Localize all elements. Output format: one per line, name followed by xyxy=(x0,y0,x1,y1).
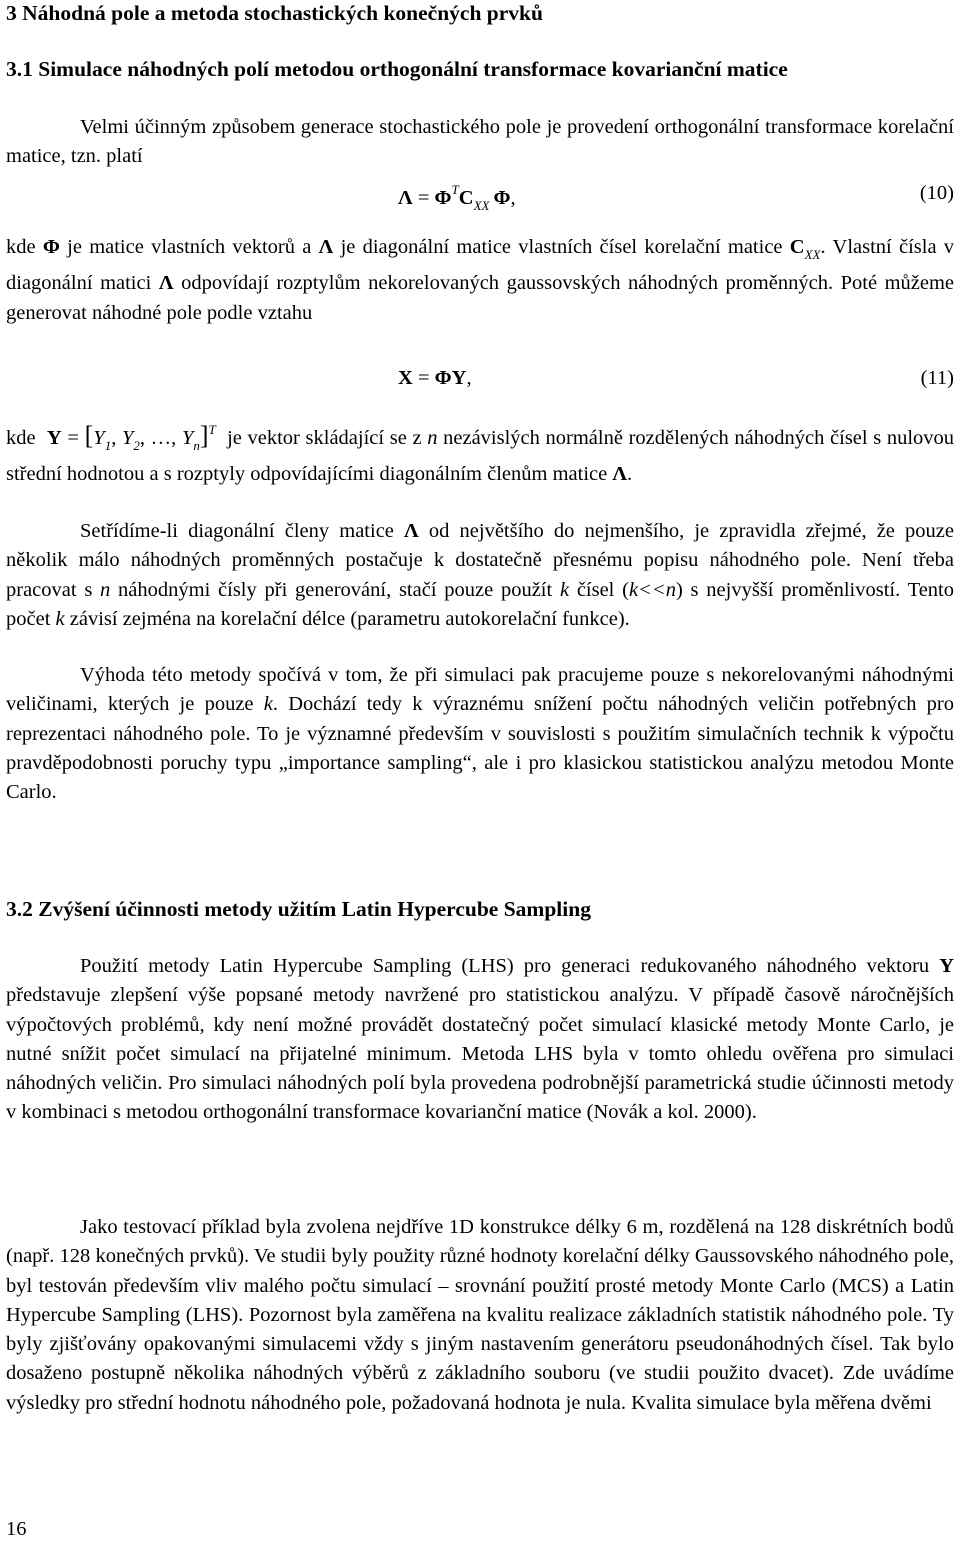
equation-11 xyxy=(0,367,960,399)
paragraph-intro: Velmi účinným způsobem generace stochastického pole je provedení orthogonální transformace korelační matice, tzn. platí xyxy=(6,116,954,168)
paragraph-sorting: Setřídíme-li diagonální členy matice Λ od největšího do nejmenšího, je zpravidla zřejmé, že pouze několik málo náhodných proměnných postačuje k dostatečně přesnému popisu náhodného pole. Není třeba pracovat s n náhodnými čísly při generování, stačí pouze použít k čísel (k<<n) s nejvyšší proměnlivostí. Tento počet k závisí zejména na korelační délce (parametru autokorelační funkce). xyxy=(6,520,954,630)
equation-10-formula: $\Lambda = \Phi^TC_{XX}$ Φ, xyxy=(398,182,516,213)
section-heading-3-2: 3.2 Zvýšení účinnosti metody užitím Latin Hypercube Sampling xyxy=(6,897,591,921)
equation-11-formula: X = ΦY, xyxy=(398,367,472,389)
paragraph-advantage: Výhoda této metody spočívá v tom, že při simulaci pak pracujeme pouze s nekorelovanými náhodnými veličinami, kterých je pouze k. Dochází tedy k výraznému snížení počtu náhodných veličin potřebných pro reprezentaci náhodného pole. To je významné především v souvislosti s použitím simulačních technik k výpočtu pravděpodobnosti poruchy typu „importance sampling“, ale i pro klasickou statistickou analýzu metodou Monte Carlo. xyxy=(6,664,954,804)
equation-10 xyxy=(0,182,960,214)
paragraph-vector: kde $Y = [Y_1$, $Y_2$, …, $Y_n]^T$ je vektor skládající se z n nezávislých normálně rozdělených náhodných čísel s nulovou střední hodnotou a s rozptyly odpovídajícími diagonálním členům matice Λ. xyxy=(6,421,955,486)
equation-11-number: (11) xyxy=(920,367,954,389)
page-number: 16 xyxy=(6,1518,27,1540)
paragraph-eigen: kde Φ je matice vlastních vektorů a Λ je diagonální matice vlastních čísel korelační matice $C_{XX}$. Vlastní čísla v diagonální matici Λ odpovídají rozptylům nekorelovaných gaussovských náhodných proměnných. Poté můžeme generovat náhodné pole podle vztahu xyxy=(6,236,955,324)
section-heading-3-1: 3.1 Simulace náhodných polí metodou orthogonální transformace kovarianční matice xyxy=(6,57,788,81)
paragraph-test-example: Jako testovací příklad byla zvolena nejdříve 1D konstrukce délky 6 m, rozdělená na 128 diskrétních bodů (např. 128 konečných prvků). Ve studii byly použity různé hodnoty korelační délky Gaussovského náhodného pole, byl testován především vliv malého počtu simulací – srovnání použití prosté metody Monte Carlo (MCS) a Latin Hypercube Sampling (LHS). Pozornost byla zaměřena na kvalitu realizace základních statistik náhodného pole. Ty byly zjišťovány opakovanými simulacemi vždy s jiným nastavením generátoru pseudonáhodných čísel. Tak bylo dosaženo postupně několika náhodných výběrů z základního souboru (ve studii použito dvacet). Zde uvádíme výsledky pro střední hodnotu náhodného pole, požadovaná hodnota je nula. Kvalita simulace byla měřena dvěmi xyxy=(6,1216,954,1414)
chapter-heading: 3 Náhodná pole a metoda stochastických konečných prvků xyxy=(6,1,543,25)
paragraph-lhs: Použití metody Latin Hypercube Sampling (LHS) pro generaci redukovaného náhodného vektoru Y představuje zlepšení výše popsané metody navržené pro statistickou analýzu. V případě časově náročnějších výpočtových problémů, kdy není možné provádět dostatečný počet simulací klasické metody Monte Carlo, je nutné snížit počet simulací na přijatelné minimum. Metoda LHS byla v tomto ohledu ověřena pro simulaci náhodných veličin. Pro simulaci náhodných polí byla provedena podrobnější parametrická studie účinnosti metody v kombinaci s metodou orthogonální transformace kovarianční matice (Novák a kol. 2000). xyxy=(6,955,955,1124)
equation-10-number: (10) xyxy=(919,182,954,204)
